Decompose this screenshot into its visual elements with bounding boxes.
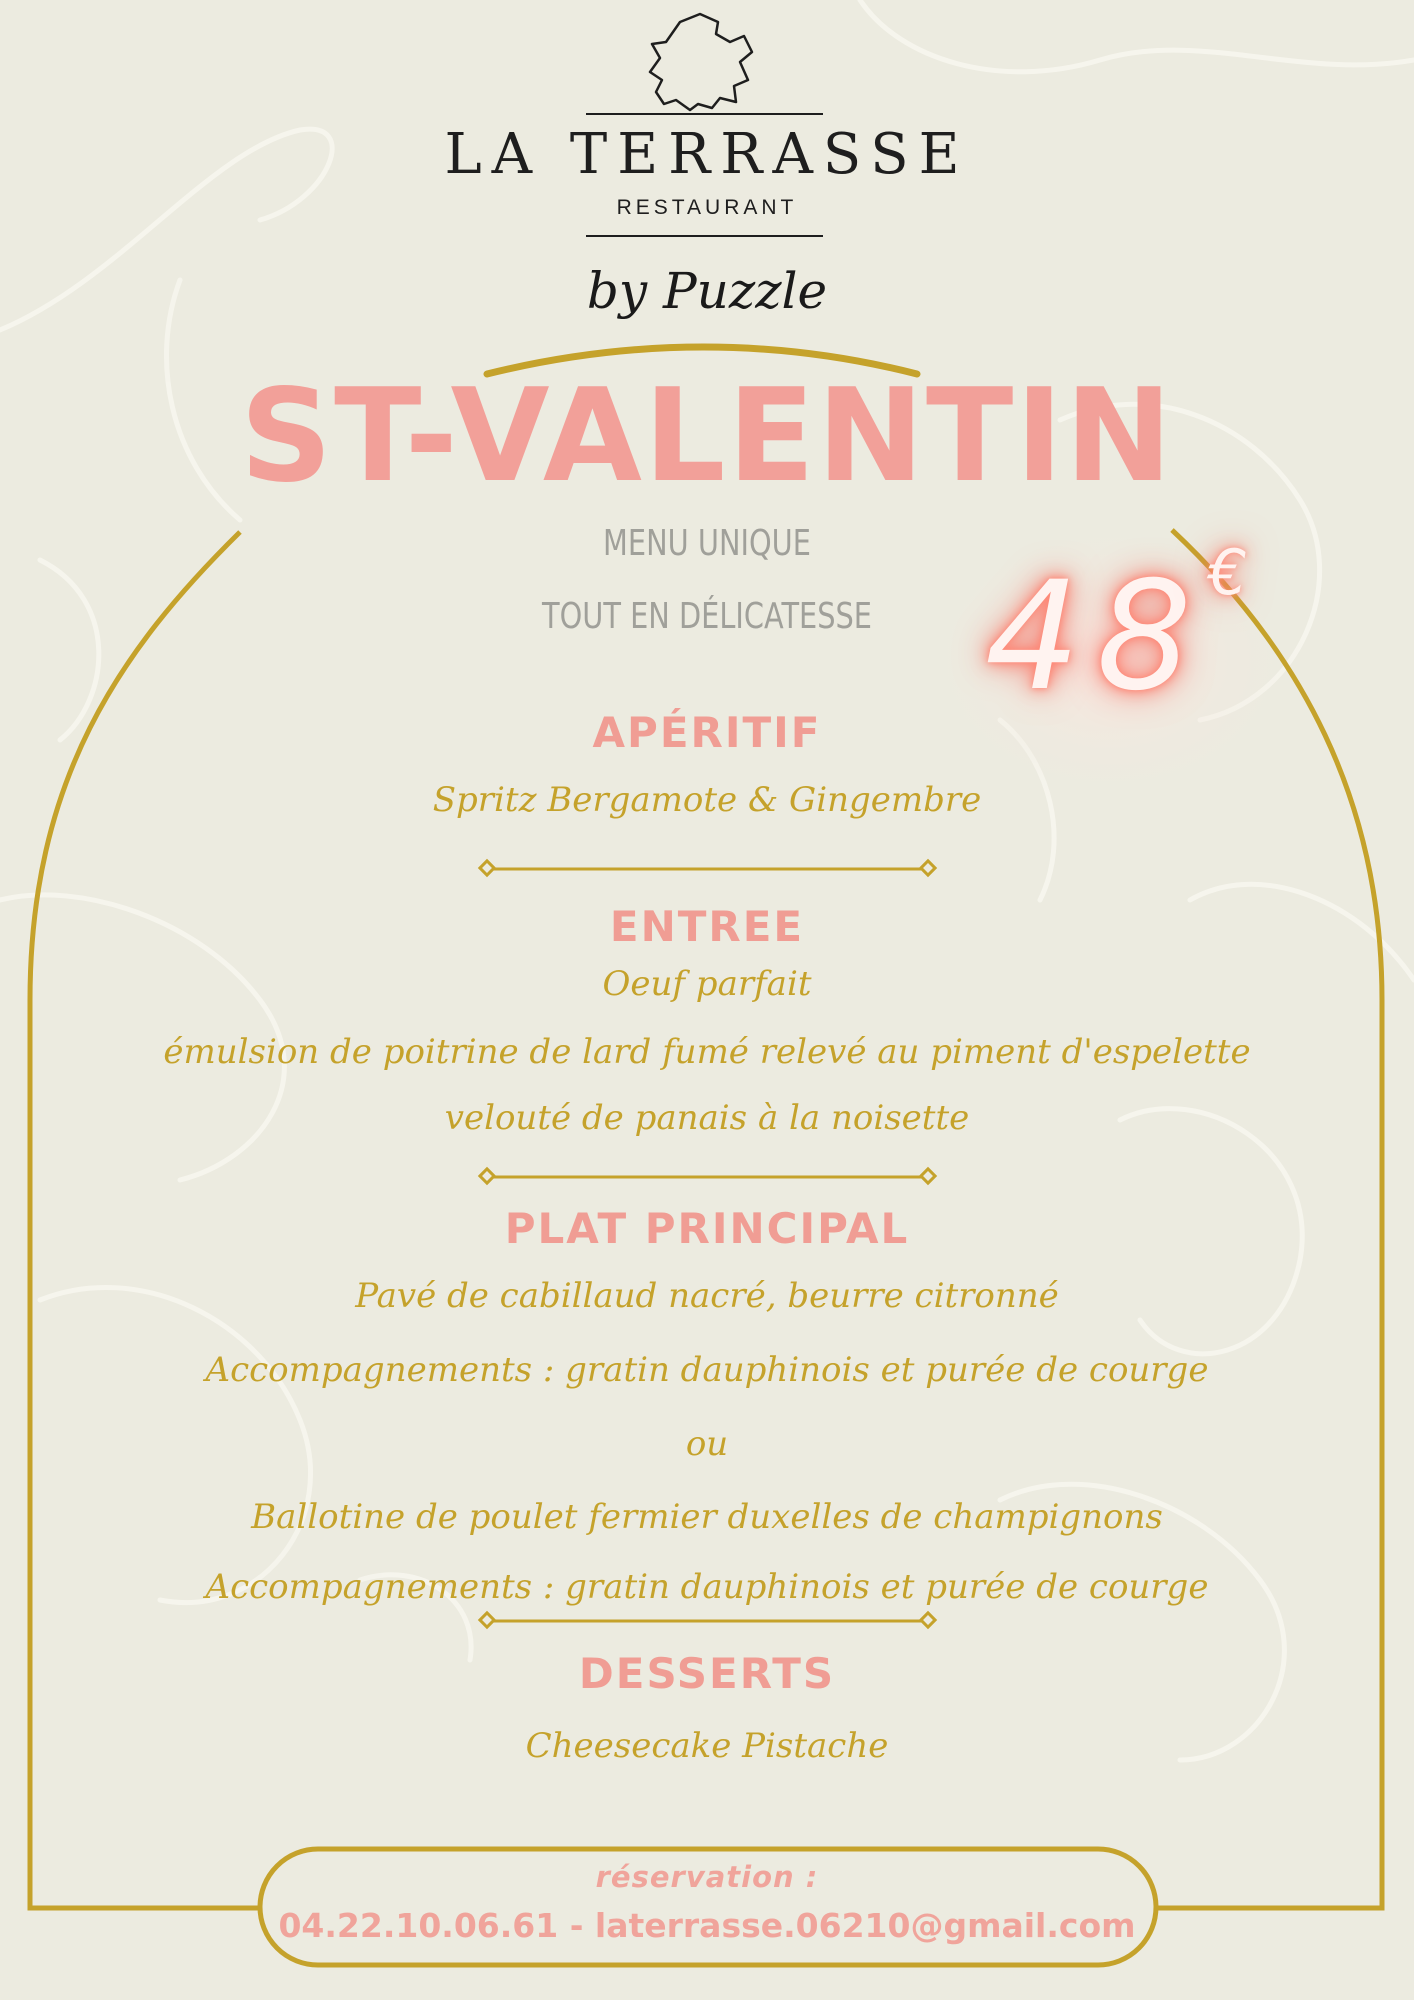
menu-item: velouté de panais à la noisette (444, 1098, 970, 1138)
section-heading-aperitif: APÉRITIF (592, 708, 822, 757)
reservation-contact[interactable]: 04.22.10.06.61 - laterrasse.06210@gmail.com (278, 1906, 1136, 1945)
menu-item: ou (685, 1424, 729, 1464)
menu-item: Spritz Bergamote & Gingembre (432, 780, 982, 820)
puzzle-logo-icon (650, 14, 752, 110)
divider-1 (480, 861, 935, 875)
section-heading-desserts: DESSERTS (578, 1649, 836, 1698)
menu-item: Pavé de cabillaud nacré, beurre citronné (355, 1276, 1059, 1316)
menu-item: émulsion de poitrine de lard fumé relevé au piment d'espelette (163, 1032, 1251, 1072)
brand-subtitle: RESTAURANT (616, 196, 798, 219)
reservation-label: réservation : (595, 1860, 819, 1894)
menu-item: Oeuf parfait (602, 964, 812, 1004)
menu-item: Ballotine de poulet fermier duxelles de champignons (251, 1497, 1163, 1537)
page-title: ST-VALENTIN (239, 362, 1175, 511)
brand-name: LA TERRASSE (444, 122, 970, 187)
section-heading-plat-principal: PLAT PRINCIPAL (504, 1204, 910, 1253)
section-heading-entree: ENTREE (609, 902, 805, 951)
menu-item: Accompagnements : gratin dauphinois et purée de courge (205, 1350, 1209, 1390)
menu-item: Accompagnements : gratin dauphinois et purée de courge (205, 1567, 1209, 1607)
price-amount: 48 (985, 550, 1208, 724)
price-currency: € (1207, 536, 1264, 609)
divider-2 (480, 1169, 935, 1183)
divider-3 (480, 1613, 935, 1627)
brand-by-line: by Puzzle (586, 262, 828, 320)
subtitle-line-1: MENU UNIQUE (603, 523, 811, 564)
subtitle-line-2: TOUT EN DÉLICATESSE (541, 596, 873, 637)
menu-item: Cheesecake Pistache (525, 1726, 889, 1766)
